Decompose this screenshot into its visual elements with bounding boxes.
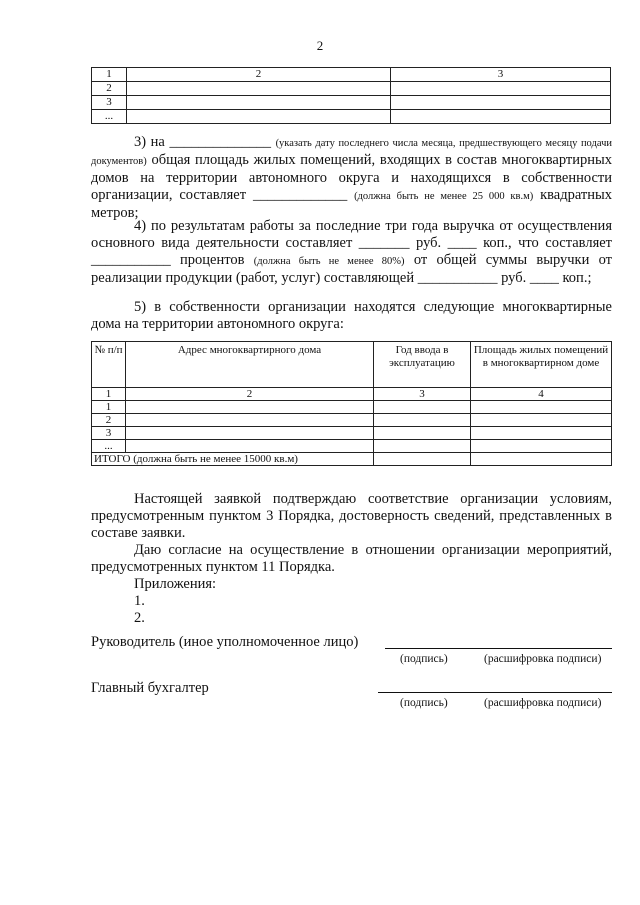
attachment-item: 1.	[134, 593, 145, 609]
table-cell	[127, 110, 391, 124]
table-cell	[471, 414, 612, 427]
table-cell: ...	[92, 110, 127, 124]
table-row	[92, 427, 612, 440]
table-row	[92, 82, 611, 96]
table-header-row	[92, 68, 611, 82]
item-4-kop: коп., что составляет	[483, 235, 613, 251]
item-3-text-end: квадратных метров;	[91, 187, 613, 221]
table-header-cell: № п/п	[92, 342, 126, 388]
item-4-blank: ___________	[417, 270, 498, 286]
item-4-text: 4) по результатам работы за последние три года выручка от осуществления основного вида деятельности составляет	[91, 218, 612, 251]
item-3-blank-date: ______________	[169, 134, 271, 150]
houses-table	[91, 341, 612, 466]
table-cell: 3	[92, 96, 127, 110]
table-header-cell: Площадь жилых помещений в многоквартирном доме	[471, 342, 612, 388]
head-signature-label: Руководитель (иное уполномоченное лицо)	[91, 634, 359, 650]
table-total-row	[92, 453, 612, 466]
head-signature-line	[385, 648, 612, 649]
table-cell: 3	[391, 68, 611, 82]
table-cell: 3	[92, 427, 126, 440]
table-row	[92, 414, 612, 427]
table-cell	[391, 96, 611, 110]
head-caption-sign: (подпись)	[400, 653, 448, 665]
item-4-paragraph	[91, 218, 612, 287]
item-4-text-2: от общей суммы выручки от реализации продукции (работ, услуг) составляющей	[91, 252, 613, 286]
confirmation-paragraph: Настоящей заявкой подтверждаю соответствие организации условиям, предусмотренным пунктом 3 Порядка, достоверность сведений, представленных в составе заявки.	[91, 491, 612, 541]
table-cell: 2	[127, 68, 391, 82]
item-3-blank-area: _____________	[252, 187, 348, 203]
table-cell	[471, 427, 612, 440]
table-cell	[127, 96, 391, 110]
table-cell	[374, 453, 471, 466]
table-cell	[471, 453, 612, 466]
item-4-note: (должна быть не менее 80%)	[253, 256, 405, 267]
item-5-paragraph: 5) в собственности организации находятся следующие многоквартирные дома на территории автономного округа:	[91, 299, 612, 332]
table-row	[92, 96, 611, 110]
item-4-blank: ____	[529, 270, 559, 286]
table-cell: ...	[92, 440, 126, 453]
item-4-blank: ____	[447, 235, 477, 251]
table-cell: 3	[374, 388, 471, 401]
item-4-blank: ___________	[91, 252, 171, 268]
table-row	[92, 110, 611, 124]
table-cell	[126, 440, 374, 453]
table-number-row	[92, 388, 612, 401]
item-4-rub: руб.	[416, 235, 442, 251]
table-cell	[126, 414, 374, 427]
table-header-cell: Адрес многоквартирного дома	[126, 342, 374, 388]
table-cell	[391, 110, 611, 124]
table-top	[91, 67, 611, 124]
table-cell	[126, 401, 374, 414]
item-3-paragraph	[91, 134, 612, 222]
table-total-cell: ИТОГО (должна быть не менее 15000 кв.м)	[92, 453, 374, 466]
item-3-text: общая площадь жилых помещений, входящих в состав многоквартирных домов на территории автономного округа и находящихся в собственности организации, составляет	[91, 152, 612, 203]
item-4-blank: _______	[358, 235, 410, 251]
table-header-cell: Год ввода в эксплуатацию	[374, 342, 471, 388]
item-3-note-area: (должна быть не менее 25 000 кв.м)	[354, 191, 534, 202]
table-cell: 2	[92, 414, 126, 427]
item-4-percent: процентов	[180, 252, 245, 268]
table-cell	[374, 401, 471, 414]
table-row	[92, 401, 612, 414]
head-caption-decode: (расшифровка подписи)	[484, 653, 602, 665]
table-cell	[471, 440, 612, 453]
table-cell: 1	[92, 68, 127, 82]
accountant-signature-label: Главный бухгалтер	[91, 680, 209, 696]
table-cell	[374, 414, 471, 427]
table-cell: 1	[92, 388, 126, 401]
page-number: 2	[316, 38, 324, 53]
table-cell: 2	[126, 388, 374, 401]
table-header-row	[92, 342, 612, 388]
table-cell	[126, 427, 374, 440]
table-cell	[391, 82, 611, 96]
table-cell	[374, 427, 471, 440]
item-3-prefix: 3) на	[134, 134, 165, 150]
consent-paragraph: Даю согласие на осуществление в отношении организации мероприятий, предусмотренных пунктом 11 Порядка.	[91, 542, 612, 575]
accountant-caption-sign: (подпись)	[400, 697, 448, 709]
item-4-kop: коп.;	[562, 270, 592, 286]
table-cell	[374, 440, 471, 453]
table-row	[92, 440, 612, 453]
table-cell: 2	[92, 82, 127, 96]
attachments-title: Приложения:	[134, 576, 217, 592]
table-cell: 1	[92, 401, 126, 414]
accountant-signature-line	[378, 692, 612, 693]
attachment-item: 2.	[134, 610, 145, 626]
accountant-caption-decode: (расшифровка подписи)	[484, 697, 602, 709]
item-3-note-date: (указать дату последнего числа месяца, предшествующего месяцу подачи документов)	[91, 138, 612, 167]
table-cell: 4	[471, 388, 612, 401]
table-cell	[127, 82, 391, 96]
item-4-rub: руб.	[501, 270, 527, 286]
table-cell	[471, 401, 612, 414]
